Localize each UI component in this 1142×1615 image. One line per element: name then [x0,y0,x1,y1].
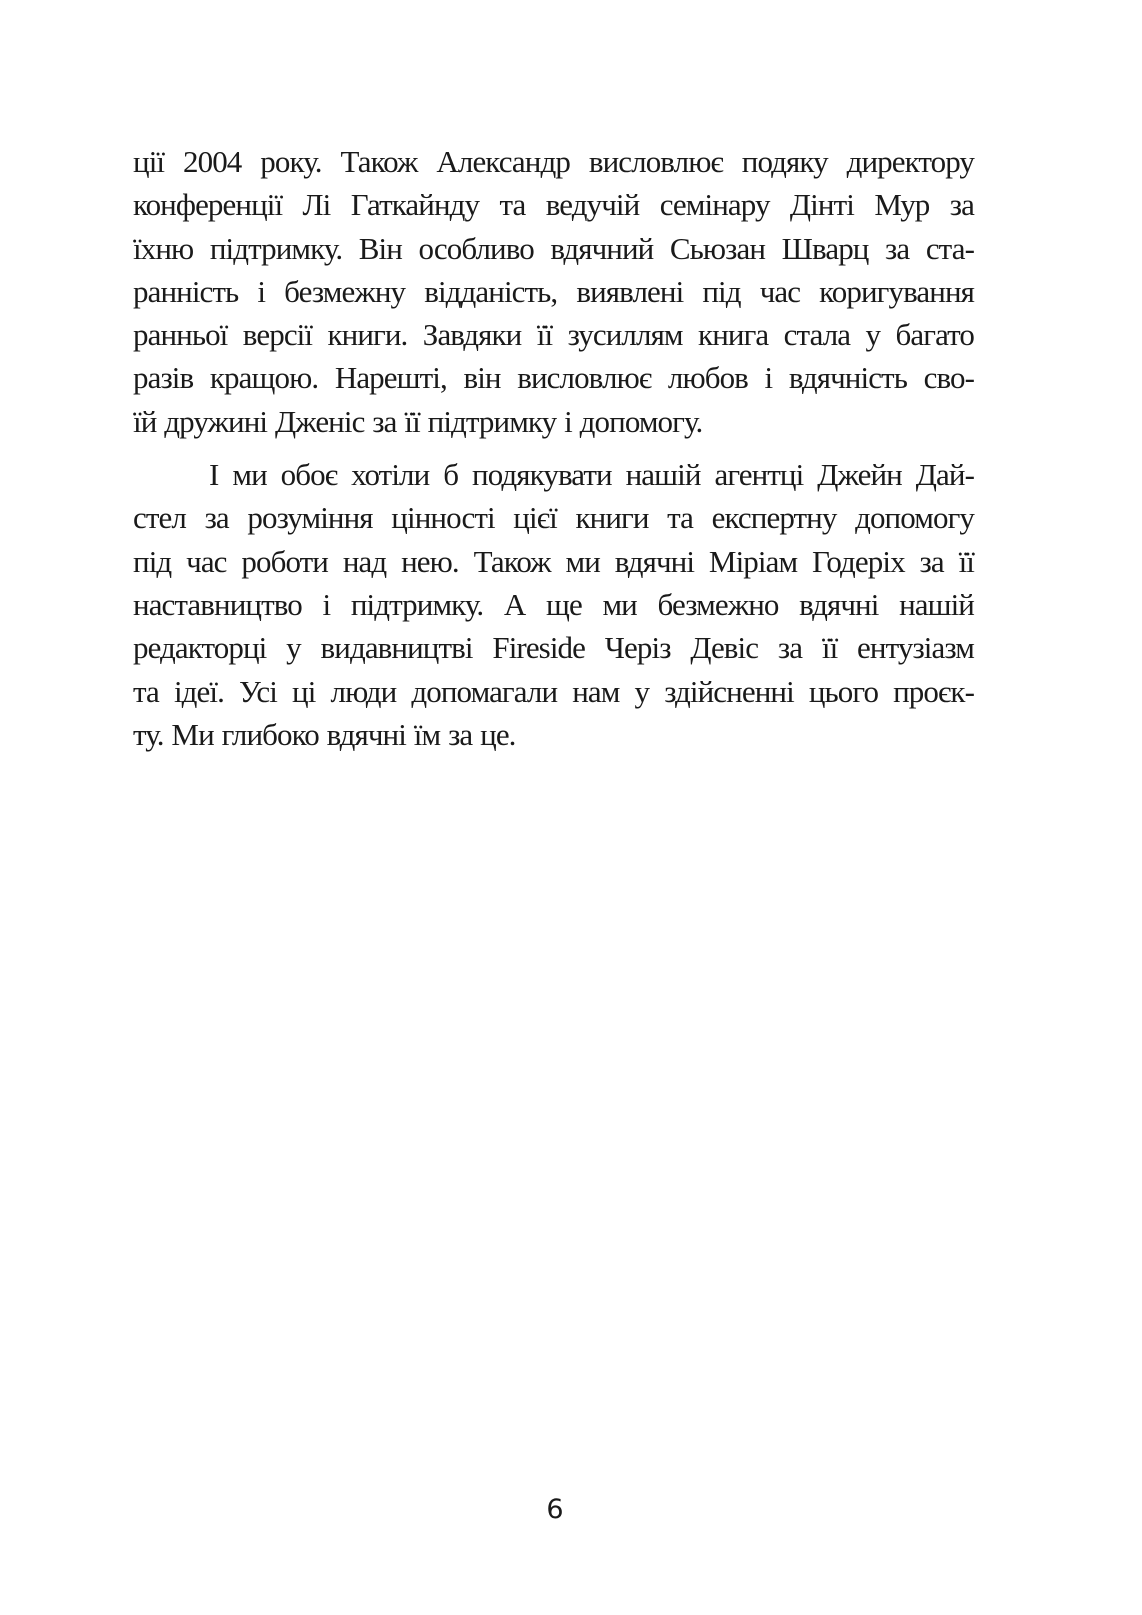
text-line: та ідеї. Усі ці люди допомагали нам у здійсненні цього проєк- [133,673,974,709]
page-number: 6 [546,1494,564,1525]
text-line: наставництво і підтримку. А ще ми безмежно вдячні нашій [133,586,974,622]
text-line: їхню підтримку. Він особливо вдячний Сьюзан Шварц за ста- [133,230,974,266]
body-text [133,140,974,756]
text-line: разів кращою. Нарешті, він висловлює любов і вдячність сво- [133,360,974,396]
paragraph-2 [133,453,974,756]
text-line: стел за розуміння цінності цієї книги та експертну допомогу [133,500,974,536]
text-line: конференції Лі Гаткайнду та ведучій семінару Дінті Мур за [133,187,974,223]
text-line: ту. Ми глибоко вдячні їм за це. [133,716,516,752]
paragraph-1 [133,140,974,443]
text-line: ції 2004 року. Також Александр висловлює подяку директору [133,144,974,179]
text-line: редакторці у видавництві Fireside Черіз Девіс за її ентузіазм [133,630,974,666]
text-line: ранньої версії книги. Завдяки її зусиллям книга стала у багато [133,317,974,353]
text-line: під час роботи над нею. Також ми вдячні Міріам Годеріх за її [133,543,974,579]
text-line: їй дружині Дженіс за її підтримку і допомогу. [133,403,703,439]
text-line: І ми обоє хотіли б подякувати нашій агентці Джейн Дай- [209,457,974,493]
text-line: ранність і безмежну відданість, виявлені під час коригування [133,273,974,309]
